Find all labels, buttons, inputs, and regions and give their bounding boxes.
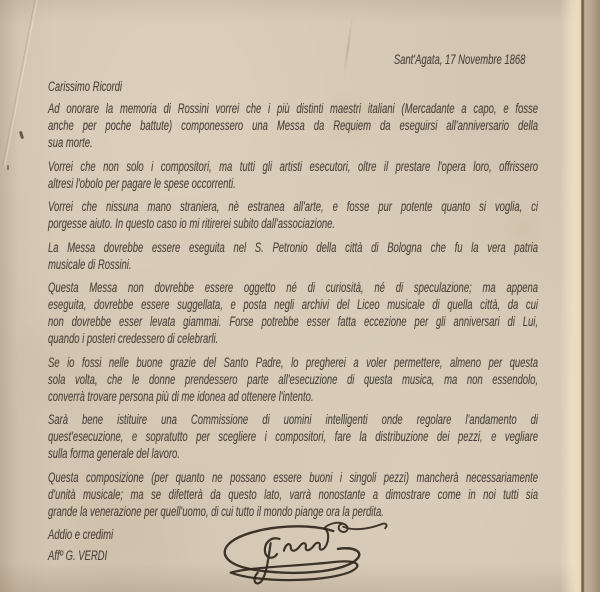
letter-line: sulla forma generale del lavoro.: [48, 446, 180, 461]
letter-line: porgesse aiuto. In questo caso io mi ritirerei subito dall'associazione.: [48, 216, 336, 231]
book-page-edge: [560, 0, 600, 592]
letter-line: sua morte.: [48, 135, 93, 150]
letter-text-block: [48, 51, 538, 564]
paper-crease: [2, 0, 39, 167]
letter-line: Ad onorare la memoria di Rossini vorrei che i più distinti maestri italiani (Mercadante a capo, e fosse: [48, 101, 538, 116]
letter-line: sola volta, che le donne prendessero parte all'esecuzione di questa musica, ma non essendolo,: [48, 371, 538, 387]
ink-speck: [7, 165, 9, 170]
letter-line: eseguita, dovrebbe essere suggellata, e posta negli archivi del Liceo musicale di quella città, da cui: [48, 297, 538, 312]
letter-paragraph: [48, 100, 538, 151]
dateline: Sant'Agata, 17 Novembre 1868: [393, 52, 526, 67]
letter-paragraph: [48, 158, 538, 192]
salutation: Carissimo Ricordi: [48, 79, 123, 94]
letter-line: grande la venerazione per quell'uomo, di cui tutto il mondo piange ora la perdita.: [48, 503, 384, 519]
closing: Addio e credimi: [48, 527, 114, 542]
letter-line: Questa composizione (per quanto ne possano essere buoni i singoli pezzi) mancherà necessariamente: [48, 469, 538, 485]
letter-paragraph: [48, 279, 538, 347]
verdi-signature-autograph: [215, 514, 397, 592]
letter-line: quest'esecuzione, e sopratutto per scegliere i compositori, fare la distribuzione dei pezzi, e vegliare: [48, 429, 538, 444]
letter-line: Vorrei che nissuna mano straniera, nè estranea all'arte, e fosse pur potente quanto si voglia, ci: [48, 199, 538, 214]
letter-line: non dovrebbe esser levata giammai. Forse potrebbe esser fatta eccezione per gli anniversari di Lui,: [48, 314, 538, 329]
letter-line: Questa Messa non dovrebbe essere oggetto né di curiosità, né di speculazione; ma appena: [48, 280, 538, 295]
letter-content: [48, 51, 600, 564]
letter-paragraph: [48, 469, 538, 520]
letter-line: musicale di Rossini.: [48, 256, 132, 272]
letter-line: anche per poche battute) componessero una Messa da Requiem da eseguirsi all'anniversario della: [48, 118, 538, 133]
letter-paragraph: [48, 198, 538, 232]
letter-paragraph: [48, 239, 538, 273]
letter-line: Sarà bene istituire una Commissione di uomini intelligenti onde regolare l'andamento di: [48, 412, 538, 427]
letter-line: Vorrei che non solo i compositori, ma tutti gli artisti esecutori, oltre il prestare l'opera loro, offrissero: [48, 158, 538, 174]
letter-line: quando i posteri credessero di celebrarli.: [48, 331, 219, 346]
letter-line: d'unità musicale; ma se difetterà da questo lato, varrà nonostante a dimostrare come in noi tutti sia: [48, 486, 538, 502]
letter-body: [48, 100, 538, 520]
letter-line: La Messa dovrebbe essere eseguita nel S. Petronio della città di Bologna che fu la vera patria: [48, 239, 538, 255]
letter-paragraph: [48, 354, 538, 405]
letter-line: Se io fossi nelle buone grazie del Santo Padre, lo pregherei a voler permettere, almeno per questa: [48, 354, 538, 370]
signature-line: Affº G. VERDI: [48, 548, 108, 563]
letter-line: converrà trovare persona più di me idonea ad ottenere l'intento.: [48, 388, 314, 404]
letter-line: altresi l'obolo per pagare le spese occorrenti.: [48, 175, 236, 191]
ink-speck: [19, 131, 24, 140]
letter-paragraph: [48, 411, 538, 462]
